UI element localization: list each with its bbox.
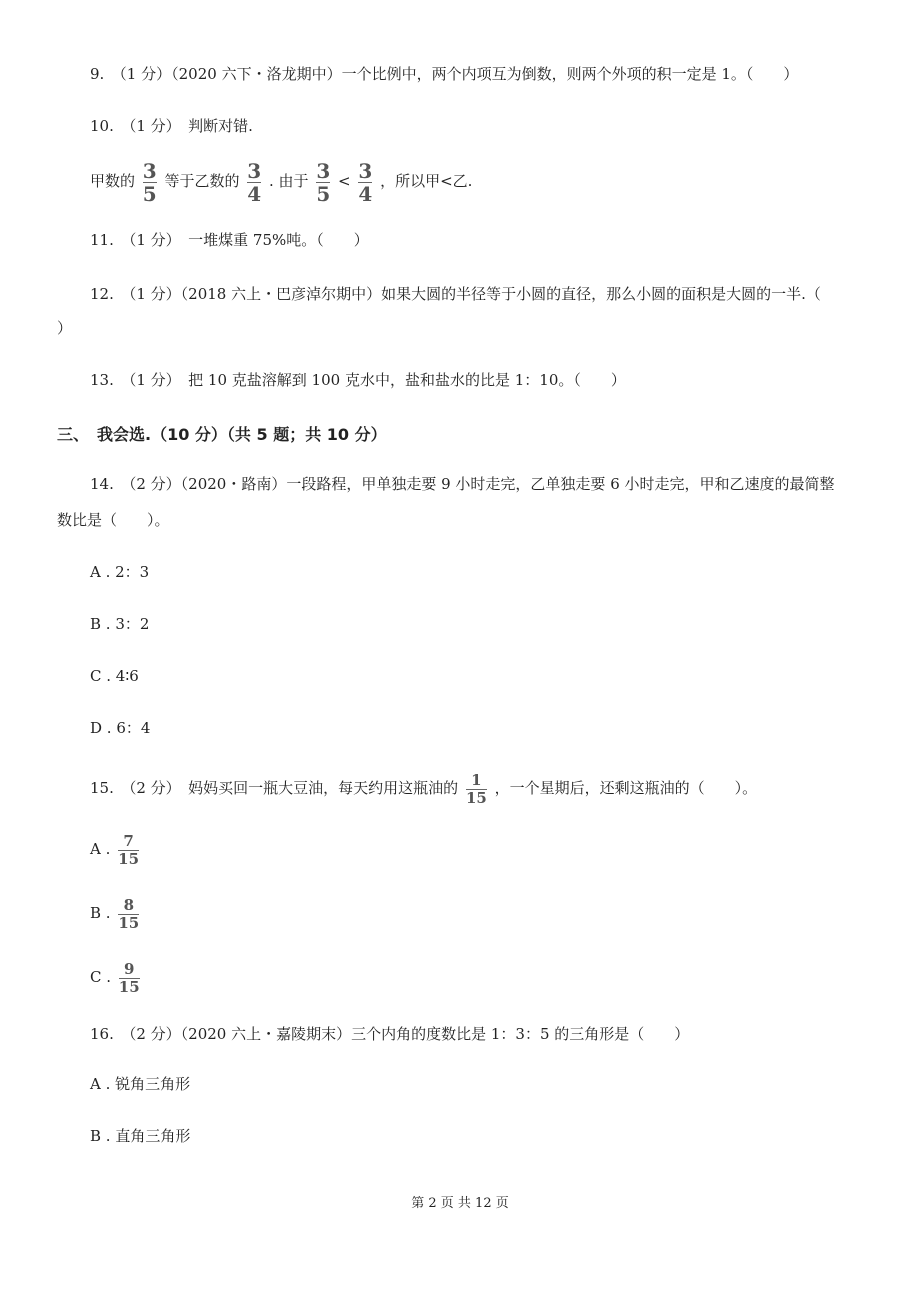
question-10-body: [90, 160, 472, 204]
option-label: A .: [90, 840, 111, 858]
question-10-header: 10. （1 分） 判断对错.: [90, 117, 253, 135]
numerator: 3: [247, 158, 262, 183]
q10-text-2: 等于乙数的: [164, 172, 240, 190]
question-15: [90, 768, 757, 808]
fraction-8-15: [118, 895, 140, 932]
numerator: 3: [358, 158, 373, 183]
q10-text-3: . 由于: [269, 172, 309, 190]
q10-text-1: 甲数的: [90, 172, 136, 190]
q14-option-d[interactable]: D . 6：4: [90, 719, 151, 737]
denominator: 4: [247, 181, 262, 206]
q14-option-b[interactable]: B . 3：2: [90, 615, 150, 633]
fraction-3-4: [247, 158, 262, 206]
numerator: 1: [471, 770, 482, 789]
q10-text-5: ，所以甲<乙.: [380, 172, 473, 190]
fraction-1-15: [465, 770, 487, 807]
denominator: 15: [118, 849, 140, 868]
q15-option-c[interactable]: [90, 958, 143, 996]
page-indicator: 第 2 页 共 12 页: [411, 1196, 509, 1211]
q16-option-a[interactable]: A . 锐角三角形: [90, 1075, 191, 1093]
question-9: 9. （1 分）（2020 六下・洛龙期中）一个比例中，两个内项互为倒数，则两个外项的积一定是 1。（ ）: [90, 65, 799, 83]
q14-option-c[interactable]: C . 4∶6: [90, 667, 139, 685]
denominator: 15: [118, 977, 140, 996]
numerator: 7: [123, 831, 134, 850]
numerator: 3: [316, 158, 331, 183]
question-13: 13. （1 分） 把 10 克盐溶解到 100 克水中，盐和盐水的比是 1：10。（ ）: [90, 371, 626, 389]
fraction-7-15: [118, 831, 140, 868]
question-16: 16. （2 分）（2020 六上・嘉陵期末）三个内角的度数比是 1：3：5 的三角形是（ ）: [90, 1025, 690, 1043]
numerator: 3: [142, 158, 157, 183]
denominator: 4: [358, 181, 373, 206]
q15-text-after: ，一个星期后，还剩这瓶油的（ ）。: [494, 779, 758, 797]
fraction-3-5: [316, 158, 331, 206]
question-14-line-2: 数比是（ ）。: [57, 511, 170, 529]
q15-option-b[interactable]: [90, 894, 142, 932]
q16-option-b[interactable]: B . 直角三角形: [90, 1127, 191, 1145]
question-11: 11. （1 分） 一堆煤重 75%吨。（ ）: [90, 231, 369, 249]
numerator: 8: [123, 895, 134, 914]
denominator: 5: [142, 181, 157, 206]
fraction-3-5: [142, 158, 157, 206]
q15-option-a[interactable]: [90, 830, 142, 868]
less-than-sign: <: [338, 172, 351, 190]
denominator: 5: [316, 181, 331, 206]
page-footer: [0, 1192, 920, 1211]
question-12-line-2: ）: [57, 319, 73, 337]
q15-text-before: 15. （2 分） 妈妈买回一瓶大豆油，每天约用这瓶油的: [90, 779, 459, 797]
option-label: C .: [90, 968, 112, 986]
fraction-3-4: [358, 158, 373, 206]
section-3-heading: 三、 我会选.（10 分）（共 5 题；共 10 分）: [57, 425, 387, 444]
numerator: 9: [124, 959, 135, 978]
question-14-line-1: 14. （2 分）（2020・路南）一段路程，甲单独走要 9 小时走完，乙单独走要 6 小时走完，甲和乙速度的最简整: [90, 475, 835, 493]
denominator: 15: [118, 913, 140, 932]
question-12-line-1: 12. （1 分）（2018 六上・巴彦淖尔期中）如果大圆的半径等于小圆的直径，那么小圆的面积是大圆的一半.（: [90, 285, 821, 303]
denominator: 15: [465, 788, 487, 807]
q14-option-a[interactable]: A . 2：3: [90, 563, 150, 581]
fraction-9-15: [118, 959, 140, 996]
option-label: B .: [90, 904, 111, 922]
